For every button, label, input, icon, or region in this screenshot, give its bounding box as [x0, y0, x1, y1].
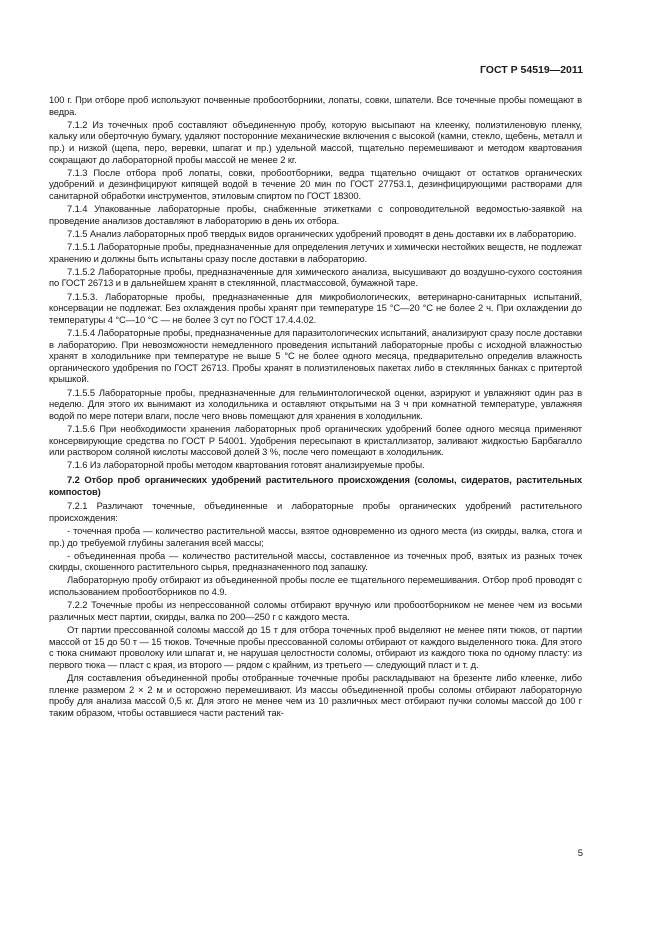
- paragraph: - точечная проба — количество растительной массы, взятое одновременно из одного места (из скирды, валка, стога и пр.) до требуемой глубины залегания всей массы;: [49, 524, 582, 548]
- paragraph: 7.1.4 Упакованные лабораторные пробы, снабженные этикетками с сопроводительной ведомостью-заявкой на проведение анализов доставляют в лабораторию в день их отбора.: [49, 203, 582, 226]
- paragraph: 7.2.2 Точечные пробы из непрессованной соломы отбирают вручную или пробоотборником не менее чем из восьми различных мест партии, скирды, валка по 200—250 г с каждого места.: [49, 599, 582, 622]
- paragraph: 7.1.5 Анализ лабораторных проб твердых видов органических удобрений проводят в день доставки их в лабораторию.: [67, 227, 577, 239]
- paragraph: - объединенная проба — количество растительной массы, составленное из точечных проб, взятых из разных точек скирды, скошенного растительного сырья, предназначенного под запашку.: [49, 549, 582, 573]
- paragraph: От партии прессованной соломы массой до 15 т для отбора точечных проб выделяют не менее пяти тюков, от партии массой от 15 до 50 т — 15 тюков. Точечные пробы прессованной соломы отбирают от каждого выделенного тюка. Для этого с тюка снимают проволоку или шпагат и, не нарушая целостности соломы, отбирают из каждого тюка по одному пласту: из первого тюка — пласт с края, из второго — рядом с крайним, из третьего — следующий пласт и т. д.: [49, 624, 582, 670]
- document-header: ГОСТ Р 54519—2011: [479, 64, 583, 76]
- paragraph: Лабораторную пробу отбирают из объединенной пробы после ее тщательного перемешивания. Отбор проб проводят с использованием пробоотборников по 4.9.: [49, 574, 582, 598]
- document-body: [49, 94, 582, 720]
- paragraph: 7.1.5.3. Лабораторные пробы, предназначенные для микробиологических, ветеринарно-санитарных испытаний, консервации не подлежат. Без охлаждения пробы хранят при температуре 15 °С—20 °С не более 2 ч. При охлаждении до температуры 4 °С—10 °С — не более 3 сут по ГОСТ 17.4.4.02.: [49, 290, 582, 325]
- paragraph: 7.1.5.2 Лабораторные пробы, предназначенные для химического анализа, высушивают до воздушно-сухого состояния по ГОСТ 26713 и в дальнейшем хранят в стеклянной, пластмассовой, бумажной таре.: [49, 265, 582, 289]
- paragraph: 7.1.3 После отбора проб лопаты, совки, пробоотборники, ведра тщательно очищают от остатков органических удобрений и дезинфицируют кипящей водой в течение 20 мин по ГОСТ 27753.1, дезинфицирующими растворами для санитарной обработки инструментов, этиловым спиртом по ГОСТ 18300.: [49, 166, 582, 201]
- paragraph: Для составления объединенной пробы отобранные точечные пробы раскладывают на брезенте либо клеенке, либо пленке размером 2 × 2 м и осторожно перемешивают. Из массы объединенной пробы соломы отбирают лабораторную пробу для анализа массой 0,5 кг. Для этого не менее чем из 10 различных мест отбирают пучки соломы массой до 100 г таким образом, чтобы оставшиеся части растений так-: [49, 672, 582, 718]
- paragraph: 100 г. При отборе проб используют почвенные пробоотборники, лопаты, совки, шпатели. Все точечные пробы помещают в ведра.: [49, 94, 582, 117]
- paragraph: 7.1.2 Из точечных проб составляют объединенную пробу, которую высыпают на клеенку, полиэтиленовую пленку, кальку или оберточную бумагу, удаляют посторонние механические включения с высокой (камни, стекло, щебень, металл и пр.) и низкой (щепа, перо, веревки, шпагат и пр.) удельной массой, тщательно перемешивают и методом квартования сокращают до лабораторной пробы массой не менее 2 кг.: [49, 118, 582, 165]
- paragraph: 7.1.5.6 При необходимости хранения лабораторных проб органических удобрений более одного месяца применяют консервирующие средства по ГОСТ Р 54001. Удобрения пересыпают в кристаллизатор, заливают жидкостью Барбагалло или раствором соляной кислоты массовой долей 3 %, после чего помещают в холодильник.: [49, 422, 582, 458]
- paragraph: 7.1.5.5 Лабораторные пробы, предназначенные для гельминтологической оценки, аэрируют и увлажняют один раз в неделю. Для этого их вынимают из холодильника и оставляют открытыми на 3 ч при комнатной температуре, увлажняя водой по мере потери влаги, после чего вновь помещают для хранения в холодильник.: [49, 386, 582, 421]
- section-heading: 7.2 Отбор проб органических удобрений растительного происхождения (соломы, сидератов, растительных компостов): [49, 473, 582, 497]
- paragraph: 7.1.6 Из лабораторной пробы методом квартования готовят анализируемые пробы.: [67, 459, 425, 471]
- paragraph: 7.2.1 Различают точечные, объединенные и лабораторные пробы органических удобрений растительного происхождения:: [49, 500, 582, 523]
- paragraph: 7.1.5.4 Лабораторные пробы, предназначенные для паразитологических испытаний, анализируют сразу после доставки в лабораторию. При невозможности немедленного проведения испытаний лабораторные пробы с исходной влажностью хранят в холодильнике при температуре не выше 5 °С не более одного месяца, предварительно определив влажность органического удобрения по ГОСТ 26713. Пробы хранят в полиэтиленовых пакетах либо в стеклянных банках с притертой крышкой.: [49, 327, 582, 385]
- paragraph: 7.1.5.1 Лабораторные пробы, предназначенные для определения летучих и химически нестойких веществ, не подлежат хранению и должны быть испытаны сразу после доставки в лабораторию.: [49, 241, 582, 264]
- page-number: 5: [577, 848, 583, 859]
